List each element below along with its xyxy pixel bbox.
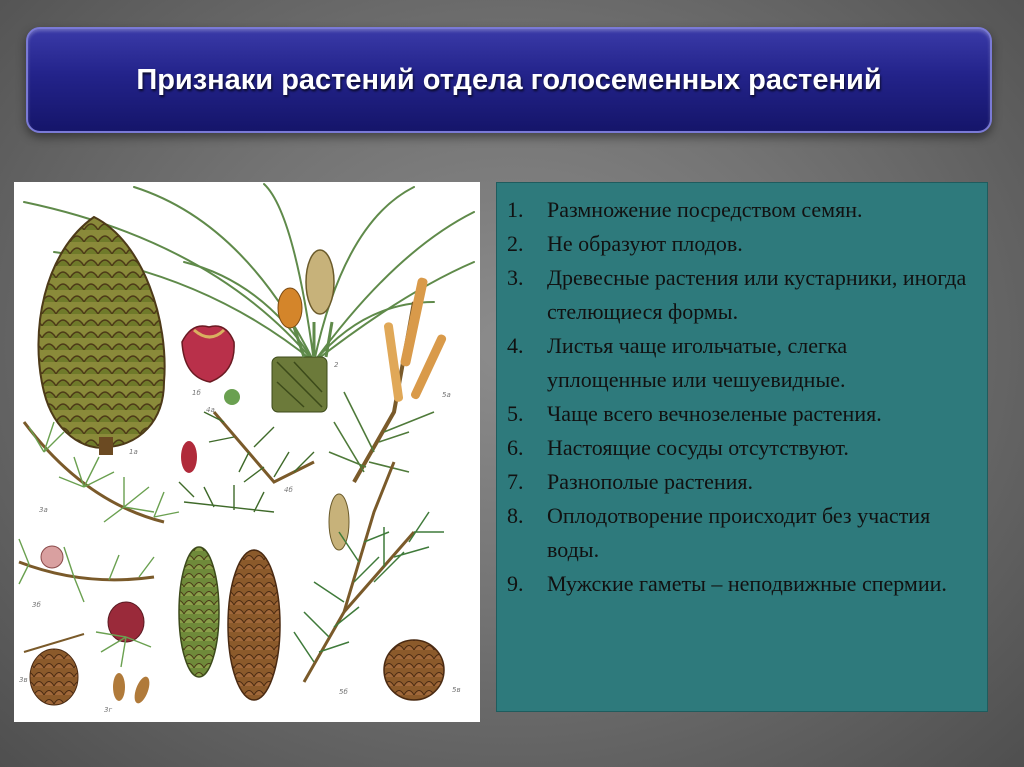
item-number: 3. (507, 265, 524, 290)
label-4b: 4б (284, 486, 293, 494)
item-number: 5. (507, 401, 524, 426)
label-5v: 5в (452, 686, 461, 694)
list-item (507, 465, 969, 499)
list-item (507, 567, 969, 601)
label-3g: 3г (104, 706, 113, 714)
item-text: Настоящие сосуды отсутствуют. (547, 435, 849, 460)
label-1a: 1а (129, 448, 138, 456)
label-3a: 3а (39, 506, 48, 514)
item-number: 9. (507, 571, 524, 596)
conifer-drawing (14, 182, 480, 722)
label-3b: 3б (32, 601, 41, 609)
item-number: 4. (507, 333, 524, 358)
list-item (507, 397, 969, 431)
list-item (507, 261, 969, 329)
conifer-illustration (14, 182, 480, 722)
item-number: 1. (507, 197, 524, 222)
title-banner (26, 27, 992, 133)
item-text: Не образуют плодов. (547, 231, 743, 256)
item-text: Древесные растения или кустарники, иногда стелющиеся формы. (547, 265, 967, 324)
spruce-cones (179, 547, 280, 700)
small-cones (24, 602, 152, 705)
label-1b: 1б (192, 389, 201, 397)
item-number: 8. (507, 503, 524, 528)
item-text: Мужские гаметы – неподвижные спермии. (547, 571, 947, 596)
item-text: Чаще всего вечнозеленые растения. (547, 401, 882, 426)
label-4a: 4а (206, 406, 215, 414)
item-number: 6. (507, 435, 524, 460)
label-5a: 5а (442, 391, 451, 399)
stem-with-cone (272, 250, 334, 412)
list-item (507, 329, 969, 397)
item-number: 7. (507, 469, 524, 494)
red-seed-cone (182, 326, 234, 382)
item-text: Оплодотворение происходит без участия воды. (547, 503, 931, 562)
larch-shoot-with-cone (19, 539, 154, 602)
label-5b: 5б (339, 688, 348, 696)
list-item (507, 193, 969, 227)
item-text: Листья чаще игольчатые, слегка уплощенные или чешуевидные. (547, 333, 848, 392)
list-item (507, 499, 969, 567)
list-item (507, 431, 969, 465)
list-item (507, 227, 969, 261)
item-text: Разнополые растения. (547, 469, 754, 494)
label-3v: 3в (19, 676, 28, 684)
open-pine-cone (384, 640, 444, 700)
item-text: Размножение посредством семян. (547, 197, 863, 222)
item-number: 2. (507, 231, 524, 256)
label-2: 2 (334, 361, 339, 369)
features-list (507, 193, 969, 601)
features-panel (496, 182, 988, 712)
slide-title: Признаки растений отдела голосеменных растений (136, 63, 882, 96)
